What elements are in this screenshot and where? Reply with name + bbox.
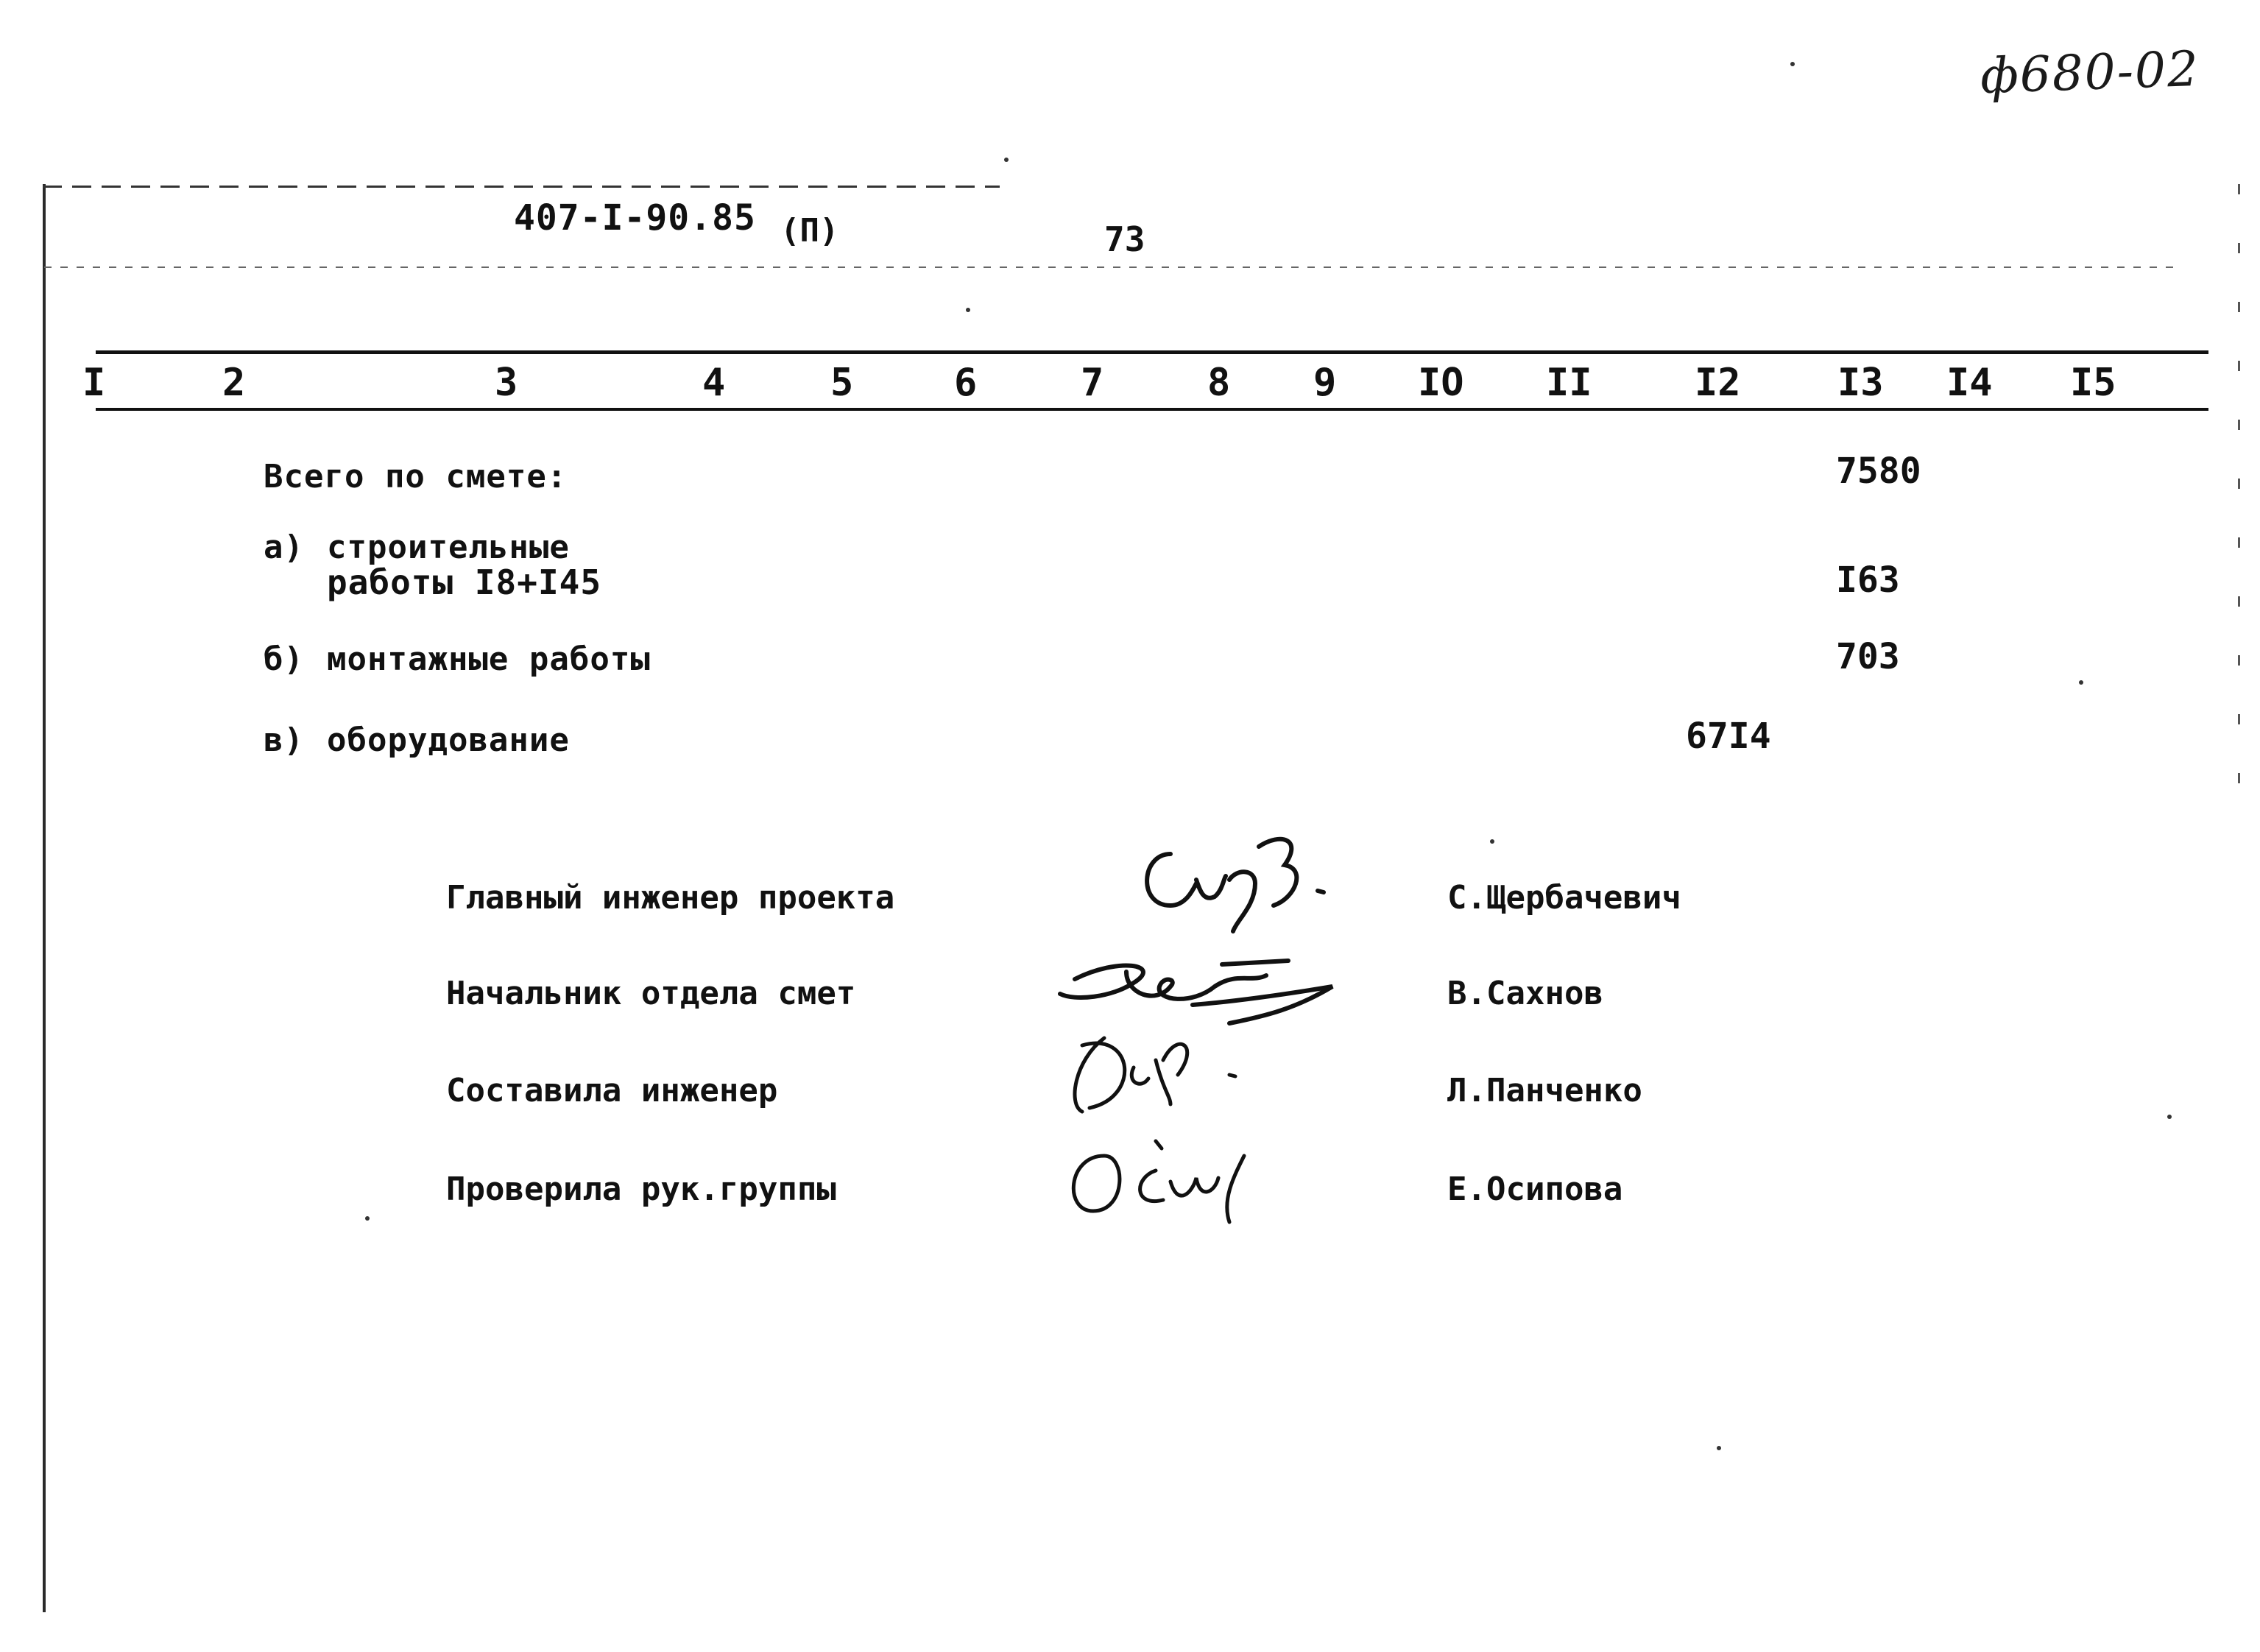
column-number: 4: [702, 361, 726, 405]
signatory-name: Л.Панченко: [1447, 1072, 1642, 1109]
signatory-role: Главный инженер проекта: [446, 879, 895, 917]
scan-speck: [2079, 680, 2083, 685]
item-marker: в): [264, 721, 304, 759]
signatory-name: В.Сахнов: [1447, 975, 1603, 1012]
item-marker: а): [264, 529, 304, 566]
scan-speck: [1004, 158, 1009, 162]
column-number: IO: [1418, 361, 1464, 405]
item-label: строительные: [327, 529, 570, 566]
scan-speck: [1790, 62, 1795, 66]
column-number: 7: [1081, 361, 1104, 405]
item-marker: б): [264, 640, 304, 678]
column-number: I4: [1946, 361, 1993, 405]
scan-speck: [966, 308, 970, 312]
table-header-top-rule: [96, 350, 2208, 354]
scan-speck: [2167, 1115, 2172, 1119]
column-number: 9: [1313, 361, 1337, 405]
frame-top-border: [43, 186, 1000, 188]
archive-code: ф680-02: [1979, 40, 2201, 105]
table-header-bottom-rule: [96, 408, 2208, 411]
signatory-name: С.Щербачевич: [1447, 879, 1681, 917]
column-number: 3: [495, 361, 518, 405]
item-value: 67I4: [1686, 716, 1771, 757]
frame-right-border: [2238, 184, 2240, 788]
scan-speck: [1717, 1446, 1721, 1450]
column-number: 6: [954, 361, 978, 405]
handwritten-signature: [1053, 1016, 1288, 1126]
signatory-role: Проверила рук.группы: [446, 1171, 836, 1208]
document-code-suffix: (П): [780, 212, 839, 250]
scan-speck: [1490, 839, 1494, 844]
document-code: 407-I-90.85: [514, 197, 756, 239]
handwritten-signature: [1126, 810, 1377, 942]
column-number: I5: [2070, 361, 2116, 405]
column-number: II: [1546, 361, 1592, 405]
item-label: монтажные работы: [327, 640, 651, 678]
totals-title: Всего по смете:: [264, 458, 568, 495]
column-number: I3: [1837, 361, 1884, 405]
column-number: 8: [1207, 361, 1231, 405]
total-value: 7580: [1836, 451, 1921, 492]
column-number: 5: [830, 361, 854, 405]
column-number: I2: [1695, 361, 1741, 405]
item-value: 703: [1836, 636, 1900, 677]
signatory-role: Начальник отдела смет: [446, 975, 856, 1012]
column-number: I: [82, 361, 106, 405]
item-value: I63: [1836, 560, 1900, 601]
signatory-name: Е.Осипова: [1447, 1171, 1623, 1208]
signatory-role: Составила инженер: [446, 1072, 778, 1109]
scan-speck: [365, 1216, 370, 1221]
item-label: оборудование: [327, 721, 570, 759]
header-divider: [44, 266, 2179, 268]
page-number: 73: [1104, 219, 1145, 259]
frame-left-border: [43, 184, 46, 1612]
column-number: 2: [222, 361, 246, 405]
handwritten-signature: [1045, 1119, 1281, 1229]
item-label-line2: работы I8+I45: [327, 562, 602, 602]
